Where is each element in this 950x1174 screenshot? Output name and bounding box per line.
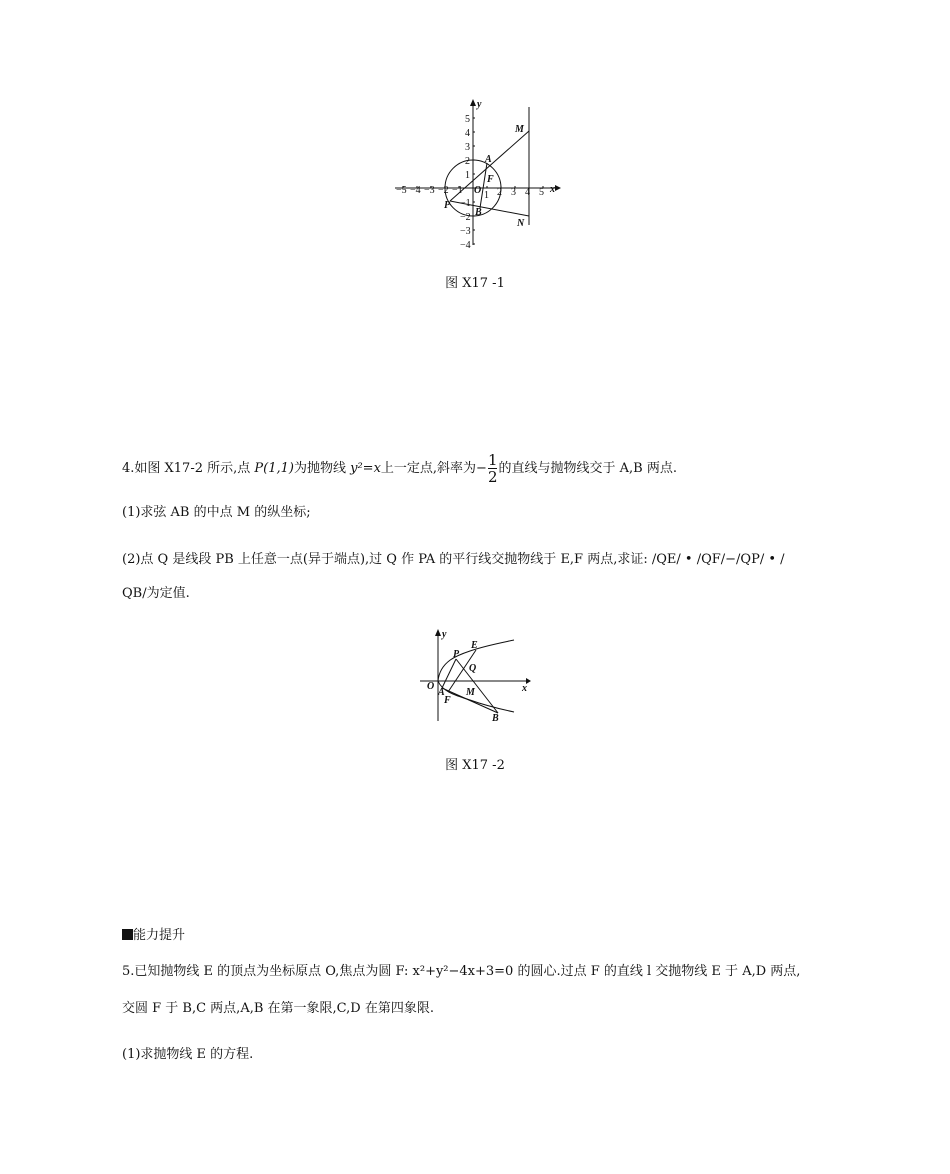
problem-5-line-1: 5.已知抛物线 E 的顶点为坐标原点 O,焦点为圆 F: x²+y²−4x+3=0 的圆心.过点 F 的直线 l 交抛物线 E 于 A,D 两点,: [122, 964, 801, 979]
y-tick-label: 4: [465, 128, 470, 139]
y-axis-arrow-icon: [470, 99, 476, 106]
x-tick-label: −2: [438, 185, 449, 196]
point-label-m: M: [466, 687, 475, 698]
problem-4-point: P(1,1): [254, 461, 294, 476]
x-axis-arrow-icon: [555, 185, 561, 191]
point-label-e: E: [471, 640, 478, 651]
x-tick-label: 5: [539, 187, 544, 198]
problem-4-part-2-line-2: QB/为定值.: [122, 586, 190, 601]
x-tick-label: 4: [525, 187, 530, 198]
fraction-denominator: 2: [487, 468, 498, 486]
x-axis-label: x: [550, 184, 555, 195]
figure-2-graph: [418, 625, 533, 725]
x-tick-label: −3: [424, 185, 435, 196]
problem-4-prefix: 4.如图 X17-2 所示,点: [122, 461, 255, 476]
y-tick-label: 1: [465, 170, 470, 181]
point-label-f: F: [444, 695, 451, 706]
figure-1-caption: 图 X17 -1: [445, 276, 505, 291]
point-label-m: M: [515, 124, 524, 135]
point-label-p: P: [444, 200, 451, 211]
y-tick-label: −2: [460, 212, 471, 223]
x-tick-label: 3: [511, 187, 516, 198]
problem-4-suffix: 的直线与抛物线交于 A,B 两点.: [498, 461, 677, 476]
y-axis-arrow-icon: [435, 629, 441, 636]
problem-4-part-2-line-1: (2)点 Q 是线段 PB 上任意一点(异于端点),过 Q 作 PA 的平行线交抛物线于 E,F 两点,求证: /QE/ • /QF/−/QP/ • /: [122, 552, 785, 567]
problem-4-statement: [122, 452, 677, 485]
section-heading: [122, 926, 185, 946]
square-bullet-icon: [122, 929, 133, 940]
x-tick-label: −5: [396, 185, 407, 196]
x-tick-label: 1: [484, 190, 489, 201]
problem-4-equation: y²=x: [350, 461, 381, 476]
problem-4-mid2: 上一定点,斜率为−: [380, 461, 487, 476]
x-tick-label: −1: [452, 185, 463, 196]
figure-1-graph: [390, 95, 565, 255]
point-label-a: A: [438, 687, 445, 698]
figure-1: [390, 95, 565, 255]
y-tick-label: 5: [465, 114, 470, 125]
point-label-q: Q: [469, 663, 477, 674]
origin-label: O: [427, 681, 435, 692]
problem-4-part-1: (1)求弦 AB 的中点 M 的纵坐标;: [122, 505, 311, 520]
point-label-a: A: [485, 154, 492, 165]
point-label-n: N: [517, 218, 525, 229]
y-tick-label: −1: [460, 198, 471, 209]
problem-5-line-2: 交圆 F 于 B,C 两点,A,B 在第一象限,C,D 在第四象限.: [122, 1001, 434, 1016]
figure-2: [418, 625, 533, 725]
x-axis-label: x: [522, 683, 527, 694]
section-title: 能力提升: [133, 928, 186, 943]
y-tick-label: 2: [465, 156, 470, 167]
y-axis-label: y: [442, 629, 447, 640]
problem-4-mid1: 为抛物线: [293, 461, 351, 476]
y-tick-label: −3: [460, 226, 471, 237]
point-label-p: P: [453, 649, 460, 660]
figure-2-caption: 图 X17 -2: [445, 758, 505, 773]
slope-fraction: [488, 452, 498, 485]
fraction-numerator: 1: [487, 451, 498, 469]
x-tick-label: 2: [497, 187, 502, 198]
origin-label: O: [474, 185, 482, 196]
point-label-b: B: [475, 207, 482, 218]
point-label-b: B: [492, 713, 499, 724]
problem-5-part-1: (1)求抛物线 E 的方程.: [122, 1047, 254, 1062]
point-label-f: F: [487, 174, 494, 185]
line-pb: [456, 659, 498, 713]
y-axis-label: y: [477, 99, 482, 110]
y-tick-label: 3: [465, 142, 470, 153]
y-tick-label: −4: [460, 240, 471, 251]
x-tick-label: −4: [410, 185, 421, 196]
